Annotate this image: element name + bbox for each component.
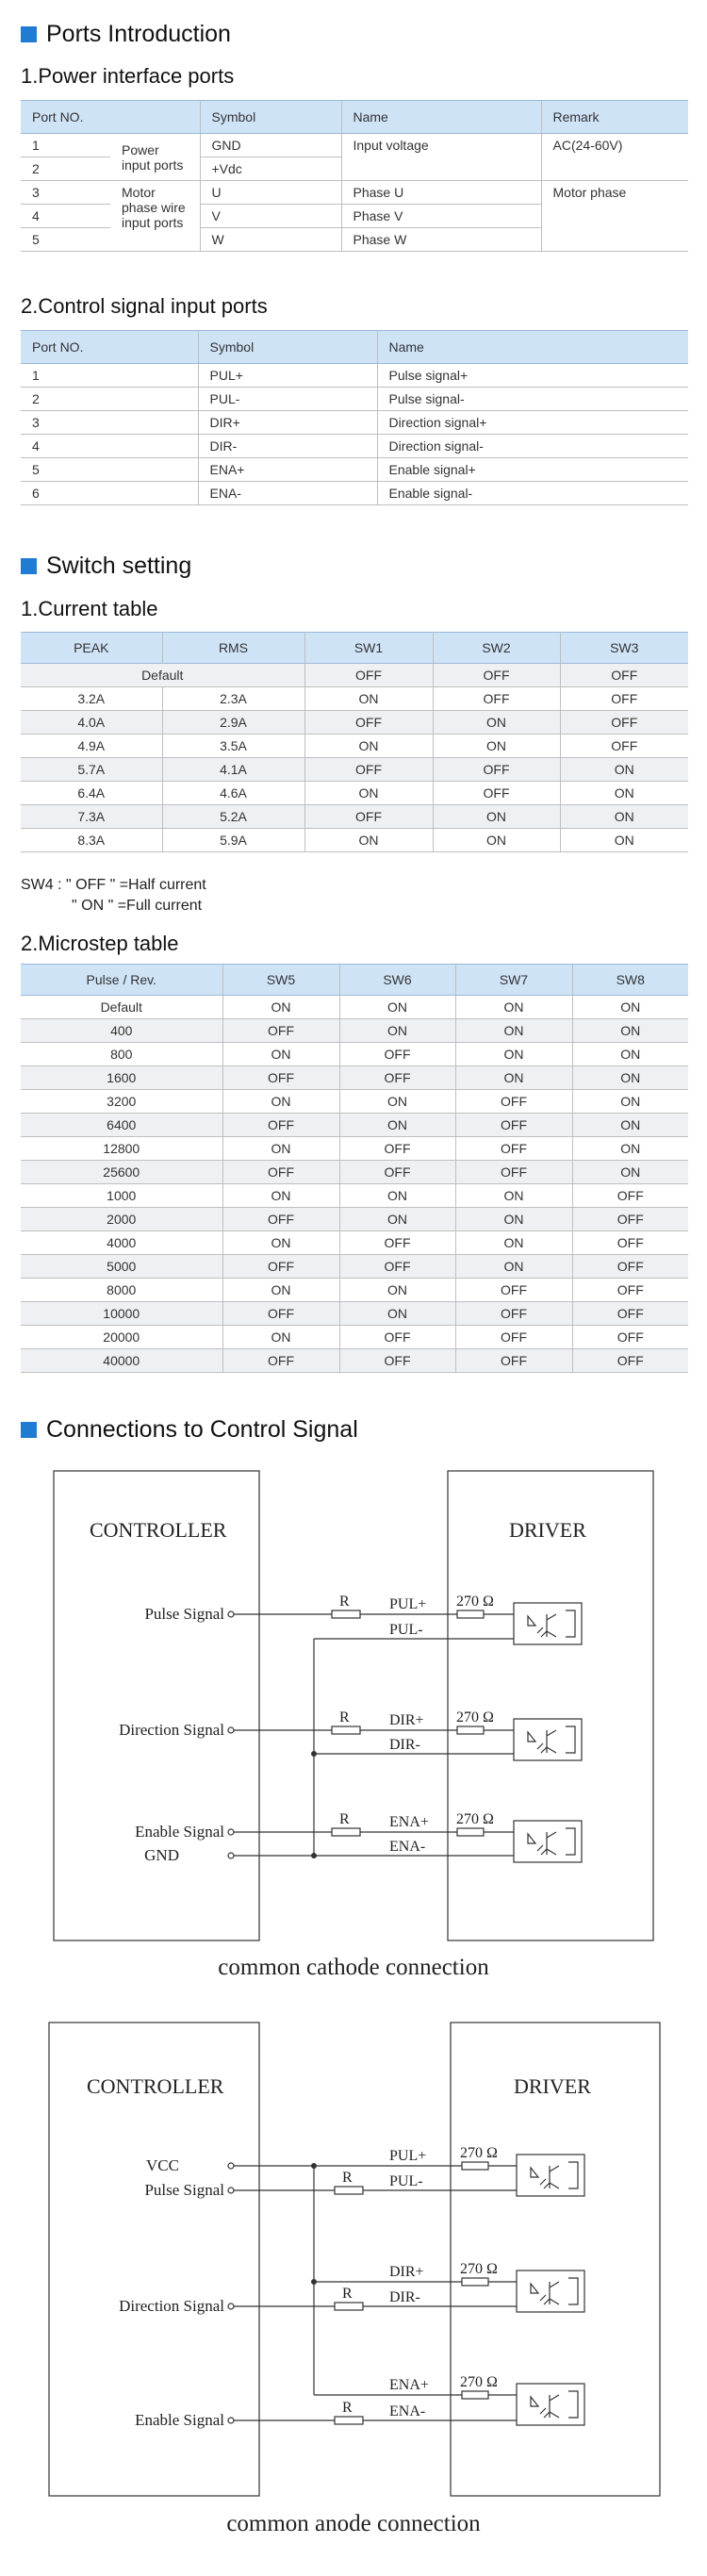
controller-label: CONTROLLER <box>87 2074 224 2098</box>
pin-label: DIR- <box>389 2289 420 2305</box>
table-header-cell: Remark <box>541 101 688 134</box>
microstep-table-title: 2.Microstep table <box>21 932 179 955</box>
section-title-connections <box>21 1416 358 1444</box>
table-cell: OFF <box>339 1043 455 1066</box>
table-row <box>21 1114 688 1137</box>
table-cell: 25600 <box>21 1161 222 1184</box>
table-cell: ON <box>572 1019 688 1043</box>
table-header-row <box>21 331 688 364</box>
name-cell: Phase U <box>341 181 541 205</box>
table-cell: ON <box>572 1114 688 1137</box>
microstep-table <box>21 964 688 1373</box>
table-header-cell: RMS <box>162 633 304 664</box>
table-cell: ON <box>560 758 688 782</box>
table-cell: OFF <box>339 1231 455 1255</box>
table-row <box>21 1326 688 1349</box>
symbol-cell: U <box>200 181 341 205</box>
current-table <box>21 632 688 852</box>
table-cell: OFF <box>455 1161 572 1184</box>
driver-label: DRIVER <box>509 1518 586 1542</box>
table-cell: 2000 <box>21 1208 222 1231</box>
table-cell: 12800 <box>21 1137 222 1161</box>
table-cell: OFF <box>572 1184 688 1208</box>
table-row <box>21 1137 688 1161</box>
symbol-cell: DIR+ <box>198 411 377 435</box>
pin-label: DIR+ <box>389 2264 424 2280</box>
table-cell: ON <box>222 1279 339 1302</box>
table-cell: ON <box>339 1279 455 1302</box>
table-cell: OFF <box>304 805 433 829</box>
table-cell: 3.2A <box>21 687 162 711</box>
table-cell: OFF <box>304 758 433 782</box>
signal-label: Pulse Signal <box>144 2181 224 2199</box>
table-cell: OFF <box>222 1255 339 1279</box>
pin-label: PUL+ <box>389 1596 427 1612</box>
table-cell: OFF <box>222 1161 339 1184</box>
table-row <box>21 735 688 758</box>
table-cell: 3200 <box>21 1090 222 1114</box>
signal-label: Direction Signal <box>119 2297 224 2315</box>
name-cell: Pulse signal- <box>377 388 688 411</box>
remark-cell: Motor phase <box>541 181 688 252</box>
table-cell: 5.7A <box>21 758 162 782</box>
table-header-row <box>21 965 688 996</box>
table-cell: ON <box>572 1137 688 1161</box>
ohm-label: 270 Ω <box>456 1811 494 1827</box>
table-cell: ON <box>455 1019 572 1043</box>
table-cell: ON <box>455 1255 572 1279</box>
table-cell: OFF <box>560 735 688 758</box>
name-cell: Direction signal- <box>377 435 688 458</box>
table-row <box>21 181 688 205</box>
table-cell: ON <box>560 782 688 805</box>
table-row <box>21 388 688 411</box>
table-header-cell: Name <box>377 331 688 364</box>
table-row <box>21 1019 688 1043</box>
pin-label: DIR- <box>389 1737 420 1753</box>
section-title-switch <box>21 553 191 580</box>
table-cell: 6.4A <box>21 782 162 805</box>
signal-label: GND <box>144 1846 179 1864</box>
table-row <box>21 805 688 829</box>
table-cell: OFF <box>455 1349 572 1373</box>
table-header-cell <box>110 101 200 134</box>
common-cathode-diagram <box>0 1461 707 2008</box>
remark-cell: AC(24-60V) <box>541 134 688 181</box>
table-cell: 10000 <box>21 1302 222 1326</box>
table-header-row <box>21 101 688 134</box>
power-ports-title: 1.Power interface ports <box>21 64 235 88</box>
table-cell: OFF <box>222 1208 339 1231</box>
table-cell: ON <box>304 735 433 758</box>
table-cell: 4.6A <box>162 782 304 805</box>
table-cell: 4.0A <box>21 711 162 735</box>
ohm-label: 270 Ω <box>460 2374 498 2390</box>
table-row <box>21 1066 688 1090</box>
symbol-cell: PUL+ <box>198 364 377 388</box>
signal-label: VCC <box>146 2156 179 2174</box>
table-cell: ON <box>455 1184 572 1208</box>
table-cell: 20000 <box>21 1326 222 1349</box>
table-header-cell: SW7 <box>455 965 572 996</box>
table-header-cell: Port NO. <box>21 101 110 134</box>
table-cell: OFF <box>560 687 688 711</box>
table-cell: ON <box>455 996 572 1019</box>
ohm-label: 270 Ω <box>456 1709 494 1726</box>
table-cell: 4000 <box>21 1231 222 1255</box>
table-row <box>21 758 688 782</box>
table-cell: OFF <box>339 1066 455 1090</box>
port-no-cell: 1 <box>21 134 110 157</box>
table-cell: ON <box>433 829 560 852</box>
square-bullet-icon <box>21 1422 37 1438</box>
port-no-cell: 5 <box>21 228 110 252</box>
ohm-label: 270 Ω <box>460 2145 498 2161</box>
table-row <box>21 1349 688 1373</box>
table-cell: ON <box>433 735 560 758</box>
table-cell: ON <box>572 996 688 1019</box>
table-row <box>21 1279 688 1302</box>
table-cell: ON <box>560 829 688 852</box>
table-cell: ON <box>433 711 560 735</box>
table-cell: ON <box>560 805 688 829</box>
resistor-label: R <box>339 1593 350 1610</box>
table-row <box>21 1184 688 1208</box>
name-cell: Direction signal+ <box>377 411 688 435</box>
signal-label: Enable Signal <box>135 1823 224 1841</box>
table-row <box>21 782 688 805</box>
table-cell: OFF <box>572 1302 688 1326</box>
table-cell: ON <box>572 1043 688 1066</box>
table-header-cell: Symbol <box>198 331 377 364</box>
table-cell: ON <box>222 1043 339 1066</box>
table-cell: OFF <box>455 1302 572 1326</box>
table-cell: OFF <box>572 1349 688 1373</box>
table-cell: OFF <box>572 1326 688 1349</box>
signal-label: Direction Signal <box>119 1721 224 1739</box>
table-header-cell: Symbol <box>200 101 341 134</box>
resistor-label: R <box>342 2170 353 2186</box>
table-row <box>21 1208 688 1231</box>
table-cell: ON <box>339 1090 455 1114</box>
table-cell: ON <box>304 782 433 805</box>
table-header-cell: SW5 <box>222 965 339 996</box>
table-cell: 2.3A <box>162 687 304 711</box>
table-cell: OFF <box>339 1349 455 1373</box>
port-no-cell: 2 <box>21 157 110 181</box>
table-cell: 1000 <box>21 1184 222 1208</box>
table-cell: OFF <box>455 1090 572 1114</box>
table-cell: 3.5A <box>162 735 304 758</box>
table-cell: 5.2A <box>162 805 304 829</box>
table-row <box>21 829 688 852</box>
name-cell: Pulse signal+ <box>377 364 688 388</box>
table-cell: 8.3A <box>21 829 162 852</box>
section-title-connections-text: Connections to Control Signal <box>46 1416 358 1443</box>
section-title-ports <box>21 21 231 48</box>
current-table-title: 1.Current table <box>21 597 158 620</box>
table-cell: ON <box>222 1184 339 1208</box>
table-header-cell: SW6 <box>339 965 455 996</box>
table-cell: OFF <box>572 1255 688 1279</box>
symbol-cell: DIR- <box>198 435 377 458</box>
table-cell: OFF <box>433 782 560 805</box>
table-row <box>21 458 688 482</box>
table-header-cell: SW2 <box>433 633 560 664</box>
controller-label: CONTROLLER <box>90 1518 227 1542</box>
control-ports-title: 2.Control signal input ports <box>21 294 268 318</box>
name-cell: Input voltage <box>341 134 541 181</box>
common-anode-diagram <box>0 2008 707 2565</box>
table-cell: 4.9A <box>21 735 162 758</box>
symbol-cell: GND <box>200 134 341 157</box>
table-row <box>21 364 688 388</box>
resistor-label: R <box>342 2286 353 2302</box>
table-cell: OFF <box>455 1137 572 1161</box>
table-row <box>21 482 688 505</box>
pin-label: ENA- <box>389 2403 426 2419</box>
section-title-switch-text: Switch setting <box>46 553 192 579</box>
name-cell: Phase W <box>341 228 541 252</box>
symbol-cell: V <box>200 205 341 228</box>
port-no-cell: 6 <box>21 482 198 505</box>
table-cell: ON <box>339 1114 455 1137</box>
table-header-cell: PEAK <box>21 633 162 664</box>
table-cell: ON <box>339 1208 455 1231</box>
port-no-cell: 5 <box>21 458 198 482</box>
table-cell: 400 <box>21 1019 222 1043</box>
pin-label: ENA+ <box>389 2377 429 2393</box>
table-cell: ON <box>455 1231 572 1255</box>
pin-label: PUL- <box>389 2173 423 2189</box>
signal-label: Enable Signal <box>135 2411 224 2429</box>
table-cell: ON <box>455 1208 572 1231</box>
ohm-label: 270 Ω <box>460 2261 498 2277</box>
table-cell: OFF <box>222 1302 339 1326</box>
table-cell: OFF <box>222 1114 339 1137</box>
table-row <box>21 996 688 1019</box>
name-cell: Phase V <box>341 205 541 228</box>
sw4-note <box>21 875 206 916</box>
table-row <box>21 687 688 711</box>
table-row <box>21 1043 688 1066</box>
table-cell: OFF <box>304 711 433 735</box>
table-cell: ON <box>222 1090 339 1114</box>
table-header-cell: Pulse / Rev. <box>21 965 222 996</box>
pin-label: PUL- <box>389 1622 423 1638</box>
table-cell: OFF <box>339 1137 455 1161</box>
table-cell: OFF <box>560 711 688 735</box>
table-cell: ON <box>339 1184 455 1208</box>
table-cell: OFF <box>572 1208 688 1231</box>
port-no-cell: 3 <box>21 411 198 435</box>
table-cell: 4.1A <box>162 758 304 782</box>
table-cell: ON <box>455 1043 572 1066</box>
group-cell: Motor phase wire input ports <box>110 181 200 252</box>
signal-label: Pulse Signal <box>144 1605 224 1623</box>
table-header-cell: Name <box>341 101 541 134</box>
table-cell: OFF <box>572 1279 688 1302</box>
power-ports-table <box>21 100 688 252</box>
table-cell: 7.3A <box>21 805 162 829</box>
table-cell: OFF <box>455 1326 572 1349</box>
table-cell: OFF <box>304 664 433 687</box>
square-bullet-icon <box>21 558 37 574</box>
symbol-cell: ENA+ <box>198 458 377 482</box>
table-cell: OFF <box>222 1019 339 1043</box>
resistor-label: R <box>342 2400 353 2416</box>
table-cell: ON <box>222 1326 339 1349</box>
square-bullet-icon <box>21 26 37 42</box>
table-row <box>21 1231 688 1255</box>
table-row <box>21 664 688 687</box>
symbol-cell: +Vdc <box>200 157 341 181</box>
table-cell: ON <box>572 1090 688 1114</box>
table-cell: OFF <box>433 758 560 782</box>
table-cell: OFF <box>339 1161 455 1184</box>
table-cell: ON <box>222 1137 339 1161</box>
table-row <box>21 134 688 157</box>
table-cell: 5000 <box>21 1255 222 1279</box>
table-cell: Default <box>21 996 222 1019</box>
table-row <box>21 1255 688 1279</box>
table-cell: OFF <box>560 664 688 687</box>
table-cell: ON <box>572 1066 688 1090</box>
port-no-cell: 2 <box>21 388 198 411</box>
table-cell: 6400 <box>21 1114 222 1137</box>
sw4-note-line: " ON " =Full current <box>72 898 203 914</box>
symbol-cell: PUL- <box>198 388 377 411</box>
driver-label: DRIVER <box>514 2074 591 2098</box>
table-cell: ON <box>433 805 560 829</box>
table-cell: OFF <box>222 1349 339 1373</box>
table-cell: ON <box>304 829 433 852</box>
table-row <box>21 1161 688 1184</box>
table-cell: OFF <box>455 1114 572 1137</box>
table-cell: 5.9A <box>162 829 304 852</box>
symbol-cell: ENA- <box>198 482 377 505</box>
table-cell: ON <box>222 1231 339 1255</box>
table-cell: ON <box>222 996 339 1019</box>
port-no-cell: 4 <box>21 205 110 228</box>
group-cell: Power input ports <box>110 134 200 181</box>
table-header-cell: SW8 <box>572 965 688 996</box>
table-cell: 40000 <box>21 1349 222 1373</box>
table-cell: 2.9A <box>162 711 304 735</box>
ohm-label: 270 Ω <box>456 1593 494 1610</box>
pin-label: ENA+ <box>389 1814 429 1830</box>
table-cell: 8000 <box>21 1279 222 1302</box>
table-cell: OFF <box>433 687 560 711</box>
symbol-cell: W <box>200 228 341 252</box>
table-header-row <box>21 633 688 664</box>
table-cell: ON <box>339 1302 455 1326</box>
table-cell: OFF <box>222 1066 339 1090</box>
pin-label: PUL+ <box>389 2148 427 2164</box>
table-cell: OFF <box>339 1326 455 1349</box>
table-header-cell: SW1 <box>304 633 433 664</box>
table-cell: OFF <box>339 1255 455 1279</box>
table-row <box>21 711 688 735</box>
section-title-ports-text: Ports Introduction <box>46 21 231 47</box>
control-ports-table <box>21 330 688 505</box>
resistor-label: R <box>339 1709 350 1726</box>
name-cell: Enable signal+ <box>377 458 688 482</box>
table-cell: ON <box>339 996 455 1019</box>
table-cell: 800 <box>21 1043 222 1066</box>
table-cell: ON <box>572 1161 688 1184</box>
table-cell: ON <box>339 1019 455 1043</box>
table-cell: Default <box>21 664 304 687</box>
sw4-note-line: SW4 : " OFF " =Half current <box>21 877 206 893</box>
table-row <box>21 1302 688 1326</box>
table-row <box>21 1090 688 1114</box>
table-cell: ON <box>455 1066 572 1090</box>
diagram-caption: common anode connection <box>226 2511 481 2536</box>
resistor-label: R <box>339 1811 350 1827</box>
port-no-cell: 1 <box>21 364 198 388</box>
pin-label: ENA- <box>389 1839 426 1855</box>
table-cell: ON <box>304 687 433 711</box>
pin-label: DIR+ <box>389 1712 424 1728</box>
diagram-caption: common cathode connection <box>218 1955 489 1980</box>
table-cell: 1600 <box>21 1066 222 1090</box>
table-header-cell: SW3 <box>560 633 688 664</box>
table-header-cell: Port NO. <box>21 331 198 364</box>
port-no-cell: 3 <box>21 181 110 205</box>
name-cell: Enable signal- <box>377 482 688 505</box>
table-cell: OFF <box>433 664 560 687</box>
table-cell: OFF <box>455 1279 572 1302</box>
table-row <box>21 411 688 435</box>
table-row <box>21 435 688 458</box>
port-no-cell: 4 <box>21 435 198 458</box>
table-cell: OFF <box>572 1231 688 1255</box>
